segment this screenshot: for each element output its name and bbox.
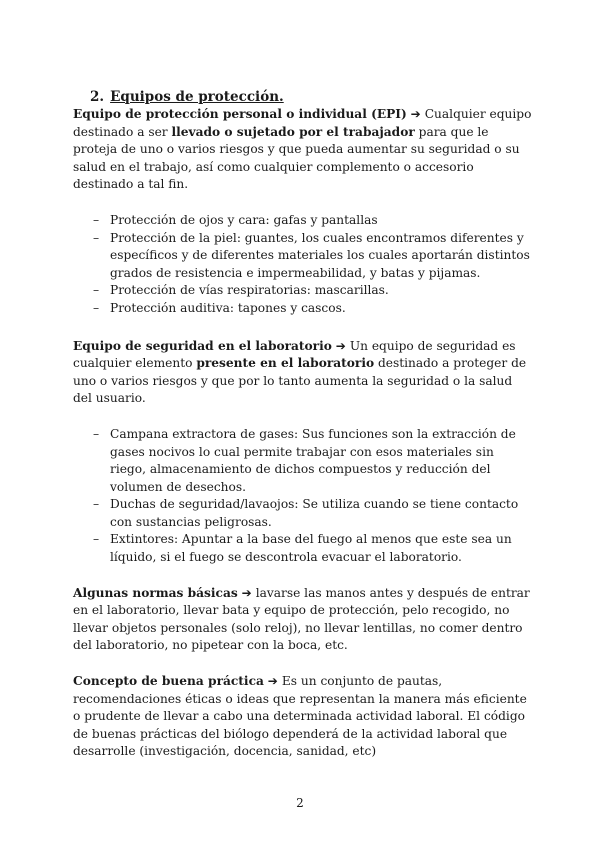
list-item: – Campana extractora de gases: Sus funciones son la extracción de gases nocivos lo cual permite trabajar con esos materiales sin riego, almacenamiento de dichos compuestos y reducción del volumen de desechos.: [93, 426, 516, 494]
practica-paragraph: [73, 673, 533, 761]
arrow-icon: ➔: [331, 338, 350, 353]
dash-bullet: –: [93, 283, 100, 298]
arrow-icon: ➔: [406, 107, 425, 121]
seguridad-bold: presente en el laboratorio: [196, 356, 375, 371]
epi-paragraph: [73, 106, 533, 194]
dash-bullet: –: [93, 532, 100, 547]
document-page: [73, 88, 533, 761]
normas-paragraph: [73, 585, 533, 655]
seguridad-paragraph: [73, 338, 533, 408]
dash-bullet: –: [93, 230, 100, 245]
seguridad-text-1: Un equipo de seguridad es cualquier elemento: [73, 338, 516, 371]
dash-bullet: –: [93, 212, 100, 227]
list-item: – Duchas de seguridad/lavaojos: Se utiliza cuando se tiene contacto con sustancias peligrosas.: [93, 497, 519, 529]
dash-bullet: –: [93, 300, 100, 315]
dash-bullet: –: [93, 497, 100, 512]
epi-list: [73, 212, 533, 318]
dash-bullet: –: [93, 426, 100, 441]
page-number: 2: [296, 796, 304, 810]
list-item: – Protección auditiva: tapones y cascos.: [73, 300, 533, 318]
seguridad-term: Equipo de seguridad en el laboratorio: [73, 338, 332, 353]
seguridad-list: [73, 426, 533, 567]
practica-text: Es un conjunto de pautas, recomendaciones éticas o ideas que representan la manera más eficiente o prudente de llevar a cabo una determinada actividad laboral. El código de buenas prácticas del biólogo dependerá de la actividad laboral que desarrolle (investigación, docencia, sanidad, etc): [73, 674, 527, 759]
epi-term: Equipo de protección personal o individual (EPI): [73, 107, 407, 121]
arrow-icon: ➔: [237, 585, 256, 600]
arrow-icon: ➔: [263, 674, 282, 689]
epi-bold: llevado o sujetado por el trabajador: [171, 124, 415, 139]
practica-term: Concepto de buena práctica: [73, 674, 264, 689]
list-item: – Protección de ojos y cara: gafas y pantallas: [73, 212, 533, 230]
section-heading: [73, 88, 533, 106]
epi-text-2: para que le proteja de uno o varios riesgos y que pueda aumentar su seguridad o su salud en el trabajo, así como cualquier complemento o accesorio destinado a tal fin.: [73, 124, 520, 192]
list-item: – Protección de la piel: guantes, los cuales encontramos diferentes y específicos y de diferentes materiales los cuales aportarán distintos grados de resistencia e impermeabilidad, y batas y pijamas.: [93, 230, 530, 280]
seguridad-text-2: destinado a proteger de uno o varios riesgos y que por lo tanto aumenta la seguridad o la salud del usuario.: [73, 356, 527, 406]
section-title: Equipos de protección.: [110, 89, 284, 105]
normas-text: lavarse las manos antes y después de entrar en el laboratorio, llevar bata y equipo de protección, pelo recogido, no llevar objetos personales (solo reloj), no llevar lentillas, no comer dentro del laboratorio, no pipetear con la boca, etc.: [73, 585, 530, 653]
normas-term: Algunas normas básicas: [73, 585, 238, 600]
list-item: – Extintores: Apuntar a la base del fuego al menos que este sea un líquido, si el fuego se descontrola evacuar el laboratorio.: [93, 532, 512, 565]
list-item: – Protección de vías respiratorias: mascarillas.: [73, 282, 533, 300]
epi-text-1: Cualquier equipo destinado a ser: [73, 107, 532, 139]
section-number: 2.: [90, 89, 105, 105]
